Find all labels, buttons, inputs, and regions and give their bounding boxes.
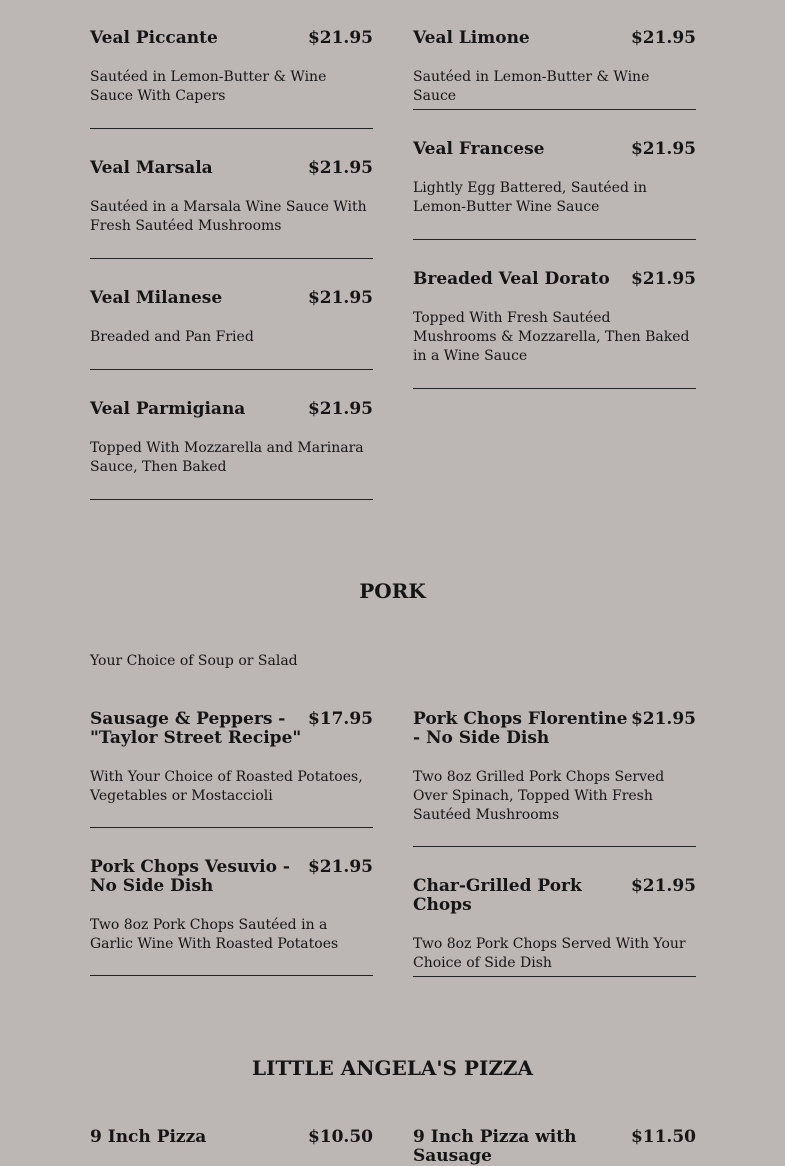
section-title-pork: PORK [359, 579, 426, 603]
menu-item [413, 877, 696, 977]
item-name: Veal Parmigiana [90, 399, 246, 419]
item-name: Pork Chops Florentine - No Side Dish [413, 709, 628, 748]
menu-item [413, 140, 696, 240]
item-description: Breaded and Pan Fried [90, 329, 254, 345]
menu-item [413, 29, 696, 110]
item-description: Topped With Mozzarella and Marinara Sauce, Then Baked [90, 440, 364, 475]
menu-item [90, 159, 373, 259]
menu-item [413, 270, 696, 389]
item-description: Two 8oz Pork Chops Served With Your Choice of Side Dish [413, 936, 686, 971]
item-description: Two 8oz Grilled Pork Chops Served Over Spinach, Topped With Fresh Sautéed Mushrooms [413, 769, 665, 823]
section-title-pizza: LITTLE ANGELA'S PIZZA [251, 1056, 534, 1080]
menu-item [90, 400, 373, 500]
item-name: Veal Milanese [90, 288, 223, 308]
menu-item [90, 289, 373, 370]
item-description: Sautéed in Lemon-Butter & Wine Sauce With Capers [90, 69, 327, 104]
item-price: $21.95 [630, 876, 696, 896]
item-price: $21.95 [307, 288, 373, 308]
menu-item [90, 710, 373, 828]
item-price: $11.50 [630, 1127, 696, 1147]
menu-item [413, 710, 696, 847]
menu-item [413, 1127, 696, 1166]
item-description: Sautéed in a Marsala Wine Sauce With Fresh Sautéed Mushrooms [90, 199, 367, 234]
menu-item [90, 858, 373, 976]
item-description: Topped With Fresh Sautéed Mushrooms & Mozzarella, Then Baked in a Wine Sauce [413, 310, 690, 364]
item-name: Char-Grilled Pork Chops [413, 876, 582, 915]
section-note: Your Choice of Soup or Salad [90, 653, 298, 669]
item-description: Sautéed in Lemon-Butter & Wine Sauce [413, 69, 650, 104]
item-name: Pork Chops Vesuvio - No Side Dish [90, 857, 290, 896]
item-price: $21.95 [307, 28, 373, 48]
menu-item [90, 1128, 373, 1145]
item-name: Sausage & Peppers - "Taylor Street Recipe" [90, 709, 302, 748]
item-price: $21.95 [630, 269, 696, 289]
item-name: Veal Limone [413, 28, 530, 48]
menu-item [90, 29, 373, 129]
item-price: $17.95 [307, 709, 373, 729]
item-name: 9 Inch Pizza with Sausage [413, 1127, 577, 1166]
item-price: $21.95 [307, 158, 373, 178]
item-name: Breaded Veal Dorato [413, 269, 610, 289]
item-description: Lightly Egg Battered, Sautéed in Lemon-Butter Wine Sauce [413, 180, 647, 215]
item-name: Veal Marsala [90, 158, 213, 178]
item-price: $21.95 [630, 139, 696, 159]
item-name: Veal Piccante [90, 28, 218, 48]
item-price: $21.95 [307, 399, 373, 419]
item-name: 9 Inch Pizza [90, 1127, 207, 1147]
item-name: Veal Francese [413, 139, 545, 159]
item-price: $21.95 [630, 28, 696, 48]
item-price: $10.50 [307, 1127, 373, 1147]
item-price: $21.95 [307, 857, 373, 877]
item-description: With Your Choice of Roasted Potatoes, Vegetables or Mostaccioli [90, 769, 363, 804]
item-description: Two 8oz Pork Chops Sautéed in a Garlic Wine With Roasted Potatoes [90, 917, 339, 952]
item-price: $21.95 [630, 709, 696, 729]
